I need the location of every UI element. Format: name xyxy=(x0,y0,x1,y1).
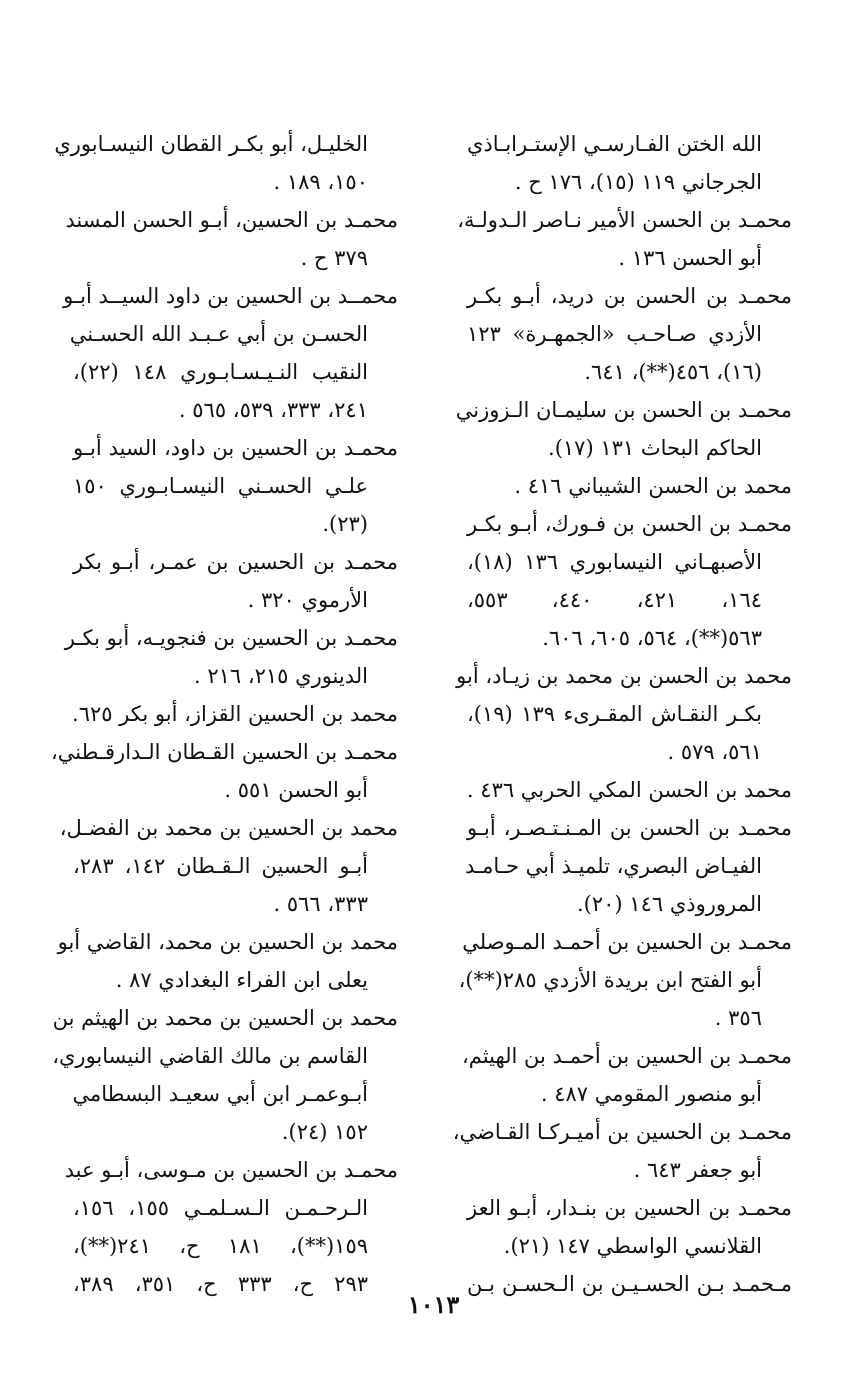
index-entry-line: محمد بن الحسن المكي الحربي ٤٣٦ . xyxy=(466,778,792,802)
index-entry-line: (١٦)، ٤٥٦(**)، ٦٤١. xyxy=(584,360,762,384)
index-entry-line: الأزدي صـاحـب «الجمهـرة» ١٢٣ xyxy=(467,322,762,346)
index-entry-line: محمـد بن الحسن بن دريد، أبـو بكـر xyxy=(467,284,792,308)
index-entry-line: ١٥٩(**)، ١٨١ ح، ٢٤١(**)، xyxy=(73,1234,369,1258)
index-entry-line: أبو منصور المقومي ٤٨٧ . xyxy=(540,1082,762,1106)
index-entry-line: الأصبهـاني النيسابوري ١٣٦ (١٨)، xyxy=(467,550,762,574)
index-column-left xyxy=(51,125,398,1303)
index-entry-line: الجرجاني ١١٩ (١٥)، ١٧٦ ح . xyxy=(514,170,762,194)
index-entry-line: محمـد بن الحسن بن فـورك، أبـو بكـر xyxy=(467,512,792,536)
index-entry-line: بكـر النقـاش المقـرىء ١٣٩ (١٩)، xyxy=(467,702,762,726)
index-entry-line: النقيب النـيـسـابـوري ١٤٨ (٢٢)، xyxy=(73,360,369,384)
index-entry-line: ٥٦٣(**)، ٥٦٤، ٦٠٥، ٦٠٦. xyxy=(542,626,762,650)
index-entry-line: ٣٣٣، ٥٦٦ . xyxy=(273,892,368,916)
index-entry-line: أبو الحسن ١٣٦ . xyxy=(618,246,762,270)
index-entry-line: ٣٥٦ . xyxy=(714,1006,762,1030)
index-entry-line: محمـد بن الحسين بن أحمـد بن الهيثم، xyxy=(462,1044,792,1068)
index-entry-line: محمـد بن الحسين بن أميـركـا القـاضي، xyxy=(452,1120,792,1144)
index-entry-line: محمـد بن الحسين بن بنـدار، أبـو العز xyxy=(467,1196,792,1220)
index-entry-line: أبو الحسن ٥٥١ . xyxy=(224,778,368,802)
index-entry-line: المروروذي ١٤٦ (٢٠). xyxy=(576,892,762,916)
index-entry-line: محمــد بن الحسين بن داود السيــد أبـو xyxy=(63,284,398,308)
index-entry-line: محمـد بن الحسين، أبـو الحسن المسند xyxy=(65,208,398,232)
index-entry-line: أبـو الحسين الـقـطان ١٤٢، ٢٨٣، xyxy=(73,854,368,878)
index-entry-line: أبـوعمـر ابن أبي سعيـد البسطامي xyxy=(72,1082,368,1106)
index-entry-line: محمد بن الحسين القزاز، أبو بكر ٦٢٥. xyxy=(72,702,398,726)
index-entry-line: محمد بن الحسين بن محمد بن الهيثم بن xyxy=(52,1006,398,1030)
index-entry-line: أبو جعفر ٦٤٣ . xyxy=(633,1158,762,1182)
index-entry-line: محمد بن الحسين بن محمد بن الفضـل، xyxy=(59,816,398,840)
index-entry-line: القاسم بن مالك القاضي النيسابوري، xyxy=(52,1044,368,1068)
index-entry-line: الفيـاض البصري، تلميـذ أبي حـامـد xyxy=(464,854,762,878)
index-entry-line: الحسـن بن أبي عـبـد الله الحسـني xyxy=(69,322,368,346)
index-entry-line: الـرحـمـن الـسـلمـي ١٥٥، ١٥٦، xyxy=(73,1196,368,1220)
index-entry-line: محمـد بن الحسين بن عمـر، أبـو بكر xyxy=(73,550,398,574)
index-entry-line: الحاكم البحاث ١٣١ (١٧). xyxy=(548,436,762,460)
index-entry-line: مـحمـد بـن الحسـيـن بن الـحسـن بـن xyxy=(467,1272,792,1296)
index-entry-line: محمـد بن الحسين بن داود، السيد أبـو xyxy=(73,436,398,460)
index-entry-line: الدينوري ٢١٥، ٢١٦ . xyxy=(193,664,368,688)
index-entry-line: محمد بن الحسن الشيباني ٤١٦ . xyxy=(514,474,792,498)
index-entry-line: محمـد بن الحسين بن أحمـد المـوصلي xyxy=(462,930,792,954)
index-entry-line: محمـد بن الحسين القـطان الـدارقـطني، xyxy=(51,740,398,764)
index-entry-line: يعلى ابن الفراء البغدادي ٨٧ . xyxy=(115,968,368,992)
index-entry-line: ٣٧٩ ح . xyxy=(300,246,368,270)
index-entry-line: محمـد بن الحسن بن سليمـان الـزوزني xyxy=(455,398,792,422)
index-entry-line: محمـد بن الحسين بن مـوسى، أبـو عبد xyxy=(64,1158,398,1182)
index-column-right xyxy=(452,125,792,1303)
index-entry-line: ١٥٠، ١٨٩ . xyxy=(273,170,368,194)
index-entry-line: الخليـل، أبو بكـر القطان النيسـابوري xyxy=(54,132,368,156)
index-entry-line: الله الختن الفـارسـي الإستـرابـاذي xyxy=(467,132,762,156)
index-entry-line: محمـد بن الحسين بن فنجويـه، أبو بكـر xyxy=(64,626,398,650)
index-entry-line: الأرموي ٣٢٠ . xyxy=(247,588,368,612)
index-entry-line: ١٥٢ (٢٤). xyxy=(281,1120,368,1144)
index-entry-line: (٢٣). xyxy=(322,512,368,536)
index-entry-line: محمد بن الحسن بن محمد بن زيـاد، أبو xyxy=(456,664,792,688)
index-entry-line: ٢٤١، ٣٣٣، ٥٣٩، ٥٦٥ . xyxy=(178,398,368,422)
index-entry-line: القلانسي الواسطي ١٤٧ (٢١). xyxy=(503,1234,762,1258)
index-entry-line: علـي الحسـني النيسـابـوري ١٥٠ xyxy=(73,474,368,498)
index-entry-line: محمـد بن الحسن بن المـنـتـصـر، أبـو xyxy=(467,816,792,840)
index-entry-line: ١٦٤، ٤٢١، ٤٤٠، ٥٥٣، xyxy=(467,588,763,612)
index-entry-line: ٢٩٣ ح، ٣٣٣ ح، ٣٥١، ٣٨٩، xyxy=(73,1272,369,1296)
index-entry-line: ٥٦١، ٥٧٩ . xyxy=(667,740,762,764)
page-number: ١٠١٣ xyxy=(407,1290,460,1319)
index-entry-line: محمد بن الحسين بن محمد، القاضي أبو xyxy=(57,930,398,954)
index-entry-line: محمـد بن الحسن الأمير نـاصر الـدولـة، xyxy=(457,208,792,232)
index-entry-line: أبو الفتح ابن بريدة الأزدي ٢٨٥(**)، xyxy=(458,968,762,992)
